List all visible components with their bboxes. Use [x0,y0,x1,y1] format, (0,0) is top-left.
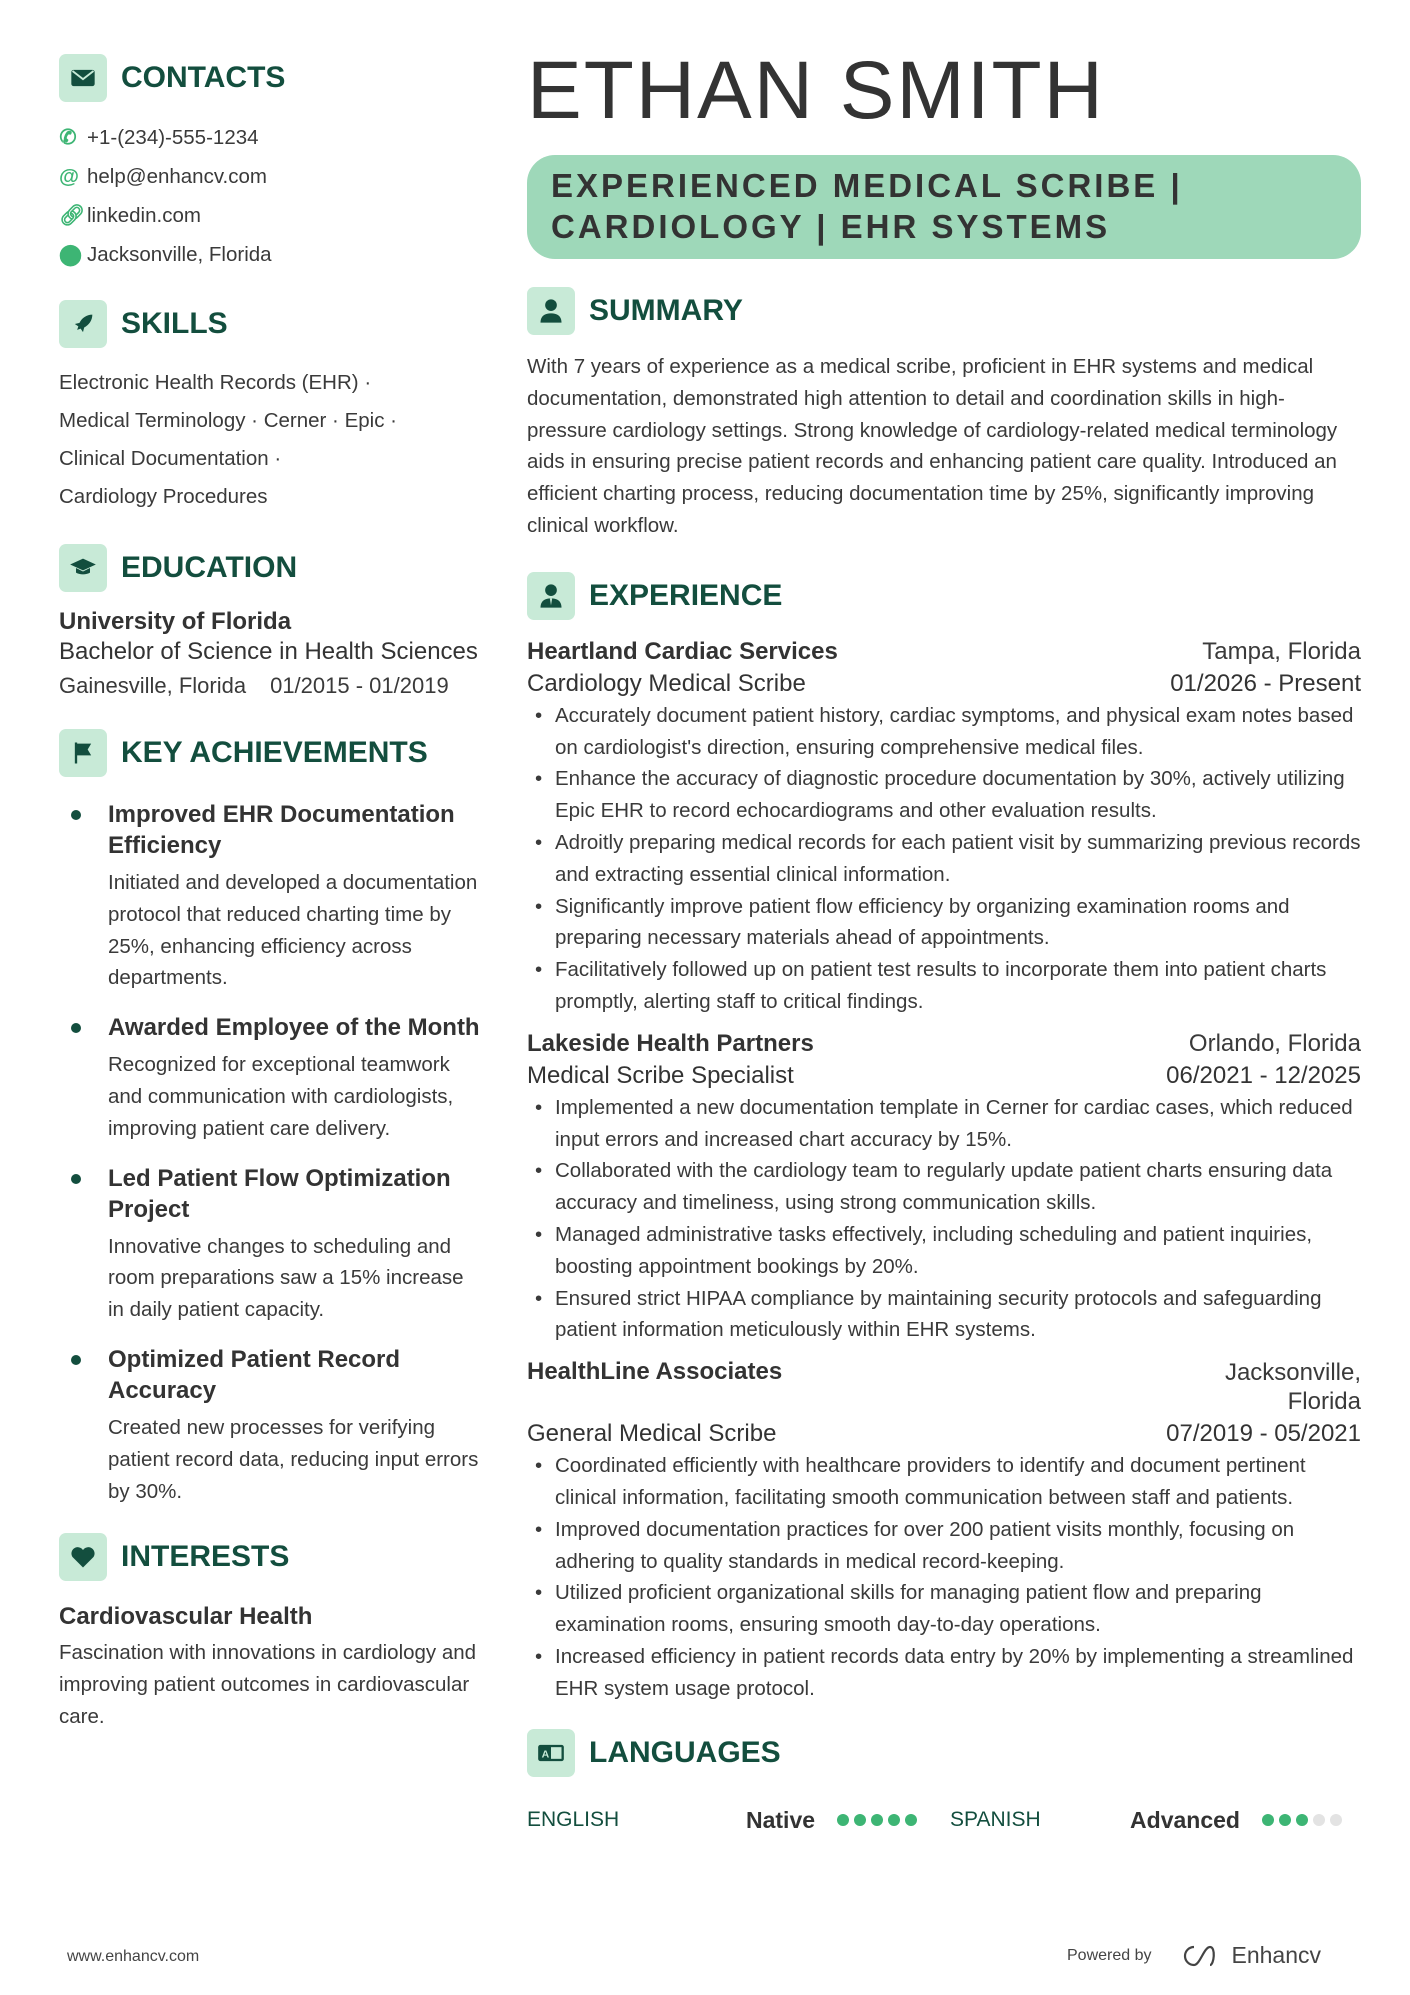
job-dates: 07/2019 - 05/2021 [1166,1420,1361,1448]
education-location: Gainesville, Florida [59,673,247,698]
job-bullet: • Ensured strict HIPAA compliance by maintaining security protocols and safeguarding patient information meticulously within EHR systems. [527,1283,1361,1347]
achievement-title: Improved EHR Documentation Efficiency [108,801,455,859]
rating-dot [1262,1814,1274,1826]
contact-phone [59,118,484,157]
skill-line: Clinical Documentation · [59,447,282,470]
flag-icon [59,729,107,777]
job-role: General Medical Scribe [527,1420,777,1448]
degree: Bachelor of Science in Health Sciences [59,638,478,665]
heart-icon [59,1533,107,1581]
translate-icon [527,1729,575,1777]
powered-by [1067,1942,1321,1969]
education-dates: 01/2015 - 01/2019 [270,673,449,698]
summary-section [527,287,1361,542]
rating-dot [1313,1814,1325,1826]
language-level: Advanced [1130,1806,1240,1833]
email-text[interactable]: help@enhancv.com [87,164,267,188]
job-role: Medical Scribe Specialist [527,1061,794,1089]
achievement-desc: Recognized for exceptional teamwork and communication with cardiologists, improving patient care delivery. [108,1053,454,1140]
achievements-section [59,729,484,1507]
contact-location [59,235,484,274]
job-entry [527,1030,1361,1346]
section-title: SKILLS [121,307,228,340]
powered-by-text: Powered by [1067,1946,1152,1964]
rating-dot [1330,1814,1342,1826]
achievement-title: Optimized Patient Record Accuracy [108,1345,401,1404]
location-text: Jacksonville, Florida [87,242,272,266]
section-title: SUMMARY [589,294,743,327]
job-bullet: • Enhance the accuracy of diagnostic procedure documentation by 30%, actively utilizing Epic EHR to record echocardiograms and other evaluation results. [527,763,1361,827]
envelope-icon [59,54,107,102]
interest-desc: Fascination with innovations in cardiology and improving patient outcomes in cardiovascular care. [59,1641,477,1728]
interests-section [59,1533,484,1732]
achievement-desc: Innovative changes to scheduling and room preparations saw a 15% increase in daily patient capacity. [108,1234,464,1322]
job-role: Cardiology Medical Scribe [527,669,806,697]
summary-text: With 7 years of experience as a medical scribe, proficient in EHR systems and medical documentation, demonstrated high attention to detail and coordination skills in high-pressure cardiology settings. Strong knowledge of cardiology-related medical terminology aids in ensuring precise patient records and enhancing patient care quality. Introduced an efficient charting process, reducing documentation time by 25%, significantly improving clinical workflow. [527,355,1338,537]
job-bullet: • Coordinated efficiently with healthcare providers to identify and document pertinent clinical information, facilitating smooth communication between staff and patients. [527,1450,1361,1514]
job-dates: 01/2026 - Present [1170,669,1361,697]
link-text[interactable]: linkedin.com [87,203,201,227]
school-name: University of Florida [59,608,292,635]
job-bullet: • Utilized proficient organizational skills for managing patient flow and preparing examination rooms, ensuring smooth day-to-day operations. [527,1577,1361,1641]
section-title: KEY ACHIEVEMENTS [121,736,428,769]
skill-line: Medical Terminology · Cerner · Epic · [59,409,397,432]
candidate-name: ETHAN SMITH [527,45,1105,136]
achievement-item [59,1344,484,1507]
job-bullet: • Significantly improve patient flow efficiency by organizing examination rooms and preparing necessary materials ahead of appointments. [527,891,1361,955]
skills-section [59,300,484,516]
rocket-icon [59,300,107,348]
phone-icon: ✆ [59,126,77,149]
job-bullet: • Accurately document patient history, cardiac symptoms, and physical exam notes based on cardiologist's direction, ensuring comprehensive medical files. [527,700,1361,764]
language-rating [1262,1808,1347,1832]
job-bullet: • Managed administrative tasks effectively, including scheduling and patient inquiries, boosting appointment bookings by 20%. [527,1219,1361,1283]
left-column [59,54,484,1733]
enhancv-logo [1178,1942,1322,1969]
link-icon: 🔗︎ [59,203,86,227]
interest-title: Cardiovascular Health [59,1603,313,1631]
contact-email[interactable] [59,157,484,196]
at-icon: @ [59,164,79,188]
job-bullet: • Implemented a new documentation template in Cerner for cardiac cases, which reduced input errors and increased chart accuracy by 15%. [527,1092,1361,1156]
job-location: Orlando, Florida [1188,1029,1361,1057]
job-bullet: • Increased efficiency in patient records data entry by 20% by implementing a streamlined EHR system usage protocol. [527,1641,1361,1705]
language-name: ENGLISH [527,1808,620,1831]
svg-text:A: A [541,1748,550,1761]
rating-dot [1279,1814,1291,1826]
footer-website[interactable]: www.enhancv.com [67,1948,200,1965]
job-entry [527,1358,1361,1704]
job-bullet: • Facilitatively followed up on patient test results to incorporate them into patient charts promptly, alerting staff to critical findings. [527,954,1361,1018]
achievement-desc: Created new processes for verifying patient record data, reducing input errors by 30%. [108,1415,479,1503]
user-icon [527,287,575,335]
section-title: EXPERIENCE [589,578,783,612]
phone-text: +1-(234)-555-1234 [87,125,259,149]
achievement-item [59,1012,484,1144]
achievement-item [59,799,484,994]
section-title: EDUCATION [121,551,298,584]
contacts-section [59,54,484,274]
skill-line: Electronic Health Records (EHR) · [59,371,372,394]
section-title: CONTACTS [121,61,286,94]
right-column [527,45,1361,1834]
job-bullet: • Adroitly preparing medical records for each patient visit by summarizing previous records and extracting essential clinical information. [527,827,1361,891]
company-name: Heartland Cardiac Services [527,637,838,665]
job-location: Jacksonville, Florida [1224,1359,1361,1416]
graduation-cap-icon [59,544,107,592]
rating-dot [871,1814,883,1826]
job-bullet: • Collaborated with the cardiology team to regularly update patient charts ensuring data accuracy and timeliness, using strong communication skills. [527,1155,1361,1219]
job-location: Tampa, Florida [1202,637,1361,665]
experience-section [527,572,1361,1705]
education-section [59,544,484,699]
rating-dot [888,1814,900,1826]
language-name: SPANISH [950,1808,1041,1831]
rating-dot [1296,1814,1308,1826]
contact-link[interactable] [59,196,484,235]
rating-dot [854,1814,866,1826]
enhancv-logo-icon [1178,1943,1224,1969]
rating-dot [837,1814,849,1826]
rating-dot [905,1814,917,1826]
achievement-item [59,1163,484,1326]
company-name: Lakeside Health Partners [527,1029,814,1057]
job-bullet: • Improved documentation practices for over 200 patient visits monthly, focusing on adhering to quality standards in medical record-keeping. [527,1514,1361,1578]
achievement-title: Awarded Employee of the Month [108,1014,480,1042]
languages-section [527,1729,1361,1834]
job-entry [527,638,1361,1018]
language-level: Native [746,1806,816,1833]
brand-name: Enhancv [1231,1942,1322,1968]
achievement-title: Led Patient Flow Optimization Project [108,1164,451,1223]
section-title: INTERESTS [121,1540,290,1574]
skill-line: Cardiology Procedures [59,485,268,508]
section-title: LANGUAGES [589,1735,781,1769]
location-pin-icon: ⬤ [59,243,82,266]
headline-tag: EXPERIENCED MEDICAL SCRIBE | CARDIOLOGY | EHR SYSTEMS [527,155,1361,259]
achievement-desc: Initiated and developed a documentation protocol that reduced charting time by 25%, enhancing efficiency across departments. [108,871,478,990]
briefcase-user-icon [527,572,575,620]
job-dates: 06/2021 - 12/2025 [1166,1061,1361,1089]
language-rating [837,1808,922,1832]
company-name: HealthLine Associates [527,1358,783,1386]
